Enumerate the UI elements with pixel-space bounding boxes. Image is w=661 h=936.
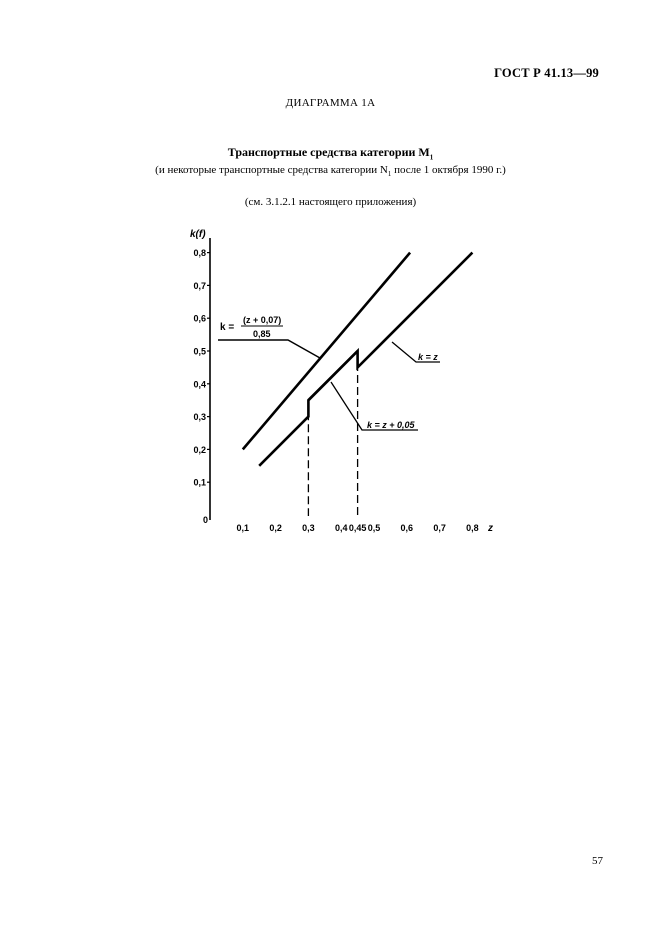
series-line-2 xyxy=(259,253,472,466)
subtitle-index: 1 xyxy=(387,170,392,179)
y-tick-label: 0,6 xyxy=(193,313,206,324)
reference-note: (см. 3.1.2.1 настоящего приложения) xyxy=(244,196,417,208)
x-tick-label: 0,8 xyxy=(466,523,479,533)
title-text: Транспортные средства категории M xyxy=(227,145,430,159)
upper-formula-k: k = xyxy=(220,322,235,333)
x-tick-label: 0,5 xyxy=(367,523,381,533)
y-tick-label: 0,8 xyxy=(193,248,206,259)
subtitle-pre: (и некоторые транспортные средства категории N xyxy=(155,164,388,176)
x-tick-label: 0,3 xyxy=(302,523,315,533)
kz05-label: k = z + 0,05 xyxy=(367,420,415,430)
x-axis-label: z xyxy=(488,523,493,534)
y-tick-label: 0,3 xyxy=(193,412,206,423)
document-code: ГОСТ Р 41.13—99 xyxy=(494,66,599,80)
diagram-label: ДИАГРАММА 1А xyxy=(285,97,376,109)
y-tick-label: 0,5 xyxy=(193,346,206,357)
kz-label: k = z xyxy=(418,352,438,362)
y-tick-label: 0,4 xyxy=(193,379,206,390)
upper-leader xyxy=(218,340,320,358)
title-index: 1 xyxy=(429,153,434,162)
y-tick-label: 0,1 xyxy=(193,477,206,488)
y-tick-label: 0,7 xyxy=(193,280,206,291)
x-tick-label: 0,6 xyxy=(400,523,414,533)
origin-label: 0 xyxy=(203,515,209,525)
series-line-3 xyxy=(308,351,357,400)
x-tick-label: 0,7 xyxy=(433,523,446,533)
y-axis-label: k(f) xyxy=(190,229,206,240)
y-ticks xyxy=(193,248,210,488)
series-group xyxy=(243,253,473,466)
x-ticks xyxy=(237,523,479,533)
x-tick-label: 0,1 xyxy=(236,523,250,533)
page-number: 57 xyxy=(592,855,603,867)
upper-formula-denominator: 0,85 xyxy=(253,329,271,339)
y-tick-label: 0,2 xyxy=(193,444,206,455)
subtitle-post: после 1 октября 1990 г.) xyxy=(391,164,506,176)
x-tick-label: 0,2 xyxy=(269,523,282,533)
x-tick-label: 0,4 xyxy=(334,523,348,533)
upper-formula-numerator: (z + 0,07) xyxy=(243,315,282,325)
x-tick-label: 0,45 xyxy=(348,523,367,533)
